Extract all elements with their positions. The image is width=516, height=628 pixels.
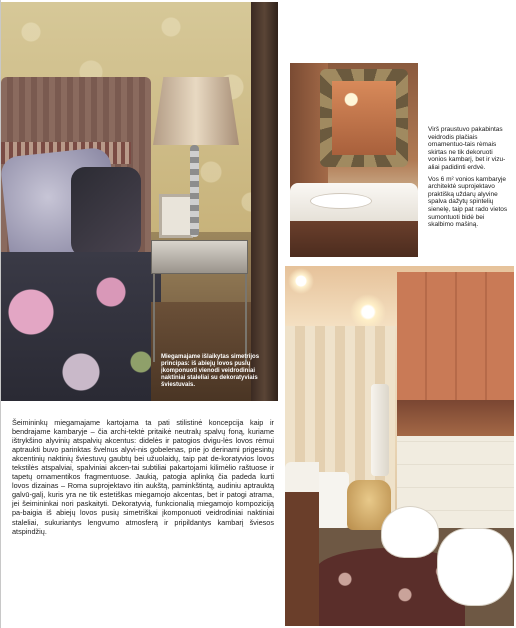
photo-frame	[159, 194, 193, 238]
mirror-photo	[290, 63, 418, 257]
ceiling-light	[288, 268, 314, 294]
mirror-caption-paragraph-1: Virš praustuvo pakabintas veidrodis plačiais ornamentuo-tais rėmais skirtas ne tik dekoruoti vonios kambarį, bet ir vizu-aliai padidinti erdvė.	[428, 126, 506, 171]
bedroom-photo	[1, 2, 278, 401]
mirror-glass	[332, 81, 396, 155]
dark-pillow	[71, 167, 141, 257]
bidet	[381, 506, 439, 558]
bathroom-photo	[285, 266, 514, 626]
mirrored-nightstand	[151, 240, 248, 274]
open-shelf	[397, 400, 514, 436]
article-body	[12, 418, 274, 536]
sink-vanity	[285, 462, 319, 626]
article-paragraph: Šeimininkų miegamajame kartojama ta pati stilistinė koncepcija kaip ir bendrajame kambaryje – čia archi-tektė pritaikė neutralų spalvų foną, kuriame ištrykšino alyvinių atspalvių akcentus: didelės ir patogios dvigu-lės lovos rėmui aptraukti buvo parinktas švelnus alyvi-nis gobelenas, prie jo derinami prigesintų akcentinių naktinių šviestuvų gaubtų bei užuolaidų, taip pat de-koratyvios lovos tekstilės atspalviai, spalviniai akcen-tai subtiliai pakartojami kilimėlio raštuose ir tapetų ornamentikos fragmentuose. Jaukią, patogia aplinką čia padeda kurti lovos dizainas – Roma suprojektavo itin aukštą, paminkštintą, audiniu aptrauktą galvū-galį, kuris yra ne tik estetiškas miegamojo akcentas, bet ir patogi atrama, jei šeimininkai nori paskaityti. Dekoratyvią, funkcionalią miegamojo kompoziciją pa-baigia iš abiejų lovos pusių simetriškai įkomponuoti veidrodiniai naktiniai staleliai, sukuriantys lengvumo atmosferą ir pripildantys kambarį šviesos atspindžių.	[12, 418, 274, 536]
lamp-shade	[153, 77, 239, 145]
wall-cabinets	[397, 272, 514, 400]
vanity-cabinet	[290, 221, 418, 257]
nightstand-legs	[153, 272, 247, 362]
curtain	[251, 2, 278, 401]
lamp-stem	[190, 145, 199, 237]
ceiling-light	[350, 294, 386, 330]
wash-basin	[310, 193, 372, 209]
floral-duvet	[1, 252, 161, 401]
bedroom-caption: Miegamajame išlaikytas simetrijos principas: iš abiejų lovos pusių įkomponuoti vienodi veidrodiniai naktiniai staleliai su dekoratyviais šviestuvais.	[161, 354, 260, 388]
mirror-caption	[428, 126, 508, 233]
toilet	[437, 528, 513, 606]
mirror-caption-paragraph-2: Vos 6 m² vonios kambaryje architektė suprojektavo praktišką uždarų alyvine spalva dažytų spintelių sienelę, taip pat rado vietos sumontuoti bidė bei skalbimo mašiną.	[428, 175, 508, 229]
bathrobe	[371, 384, 389, 476]
